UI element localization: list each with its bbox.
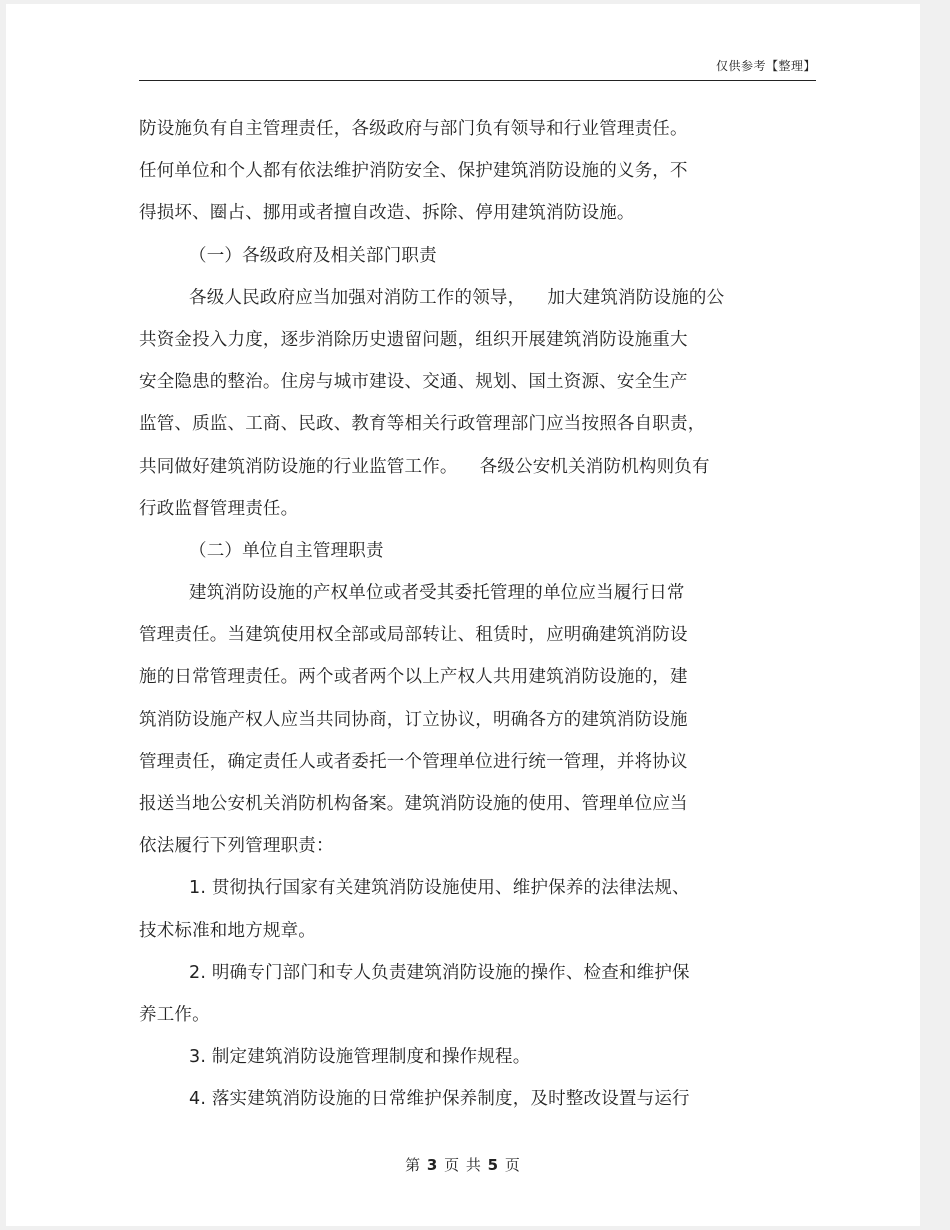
page-header	[139, 54, 816, 81]
text-line	[139, 277, 819, 319]
text-line: 施的日常管理责任。两个或者两个以上产权人共用建筑消防设施的，建	[139, 667, 688, 688]
text-segment: 各级公安机关消防机构则负有	[479, 456, 710, 477]
text-line: 依法履行下列管理职责：	[139, 836, 334, 857]
text-line: 技术标准和地方规章。	[139, 920, 316, 941]
list-item: 2. 明确专门部门和专人负责建筑消防设施的操作、检查和维护保	[189, 962, 690, 983]
text-line: 筑消防设施产权人应当共同协商，订立协议，明确各方的建筑消防设施	[139, 709, 688, 730]
text-line: 管理责任，确定责任人或者委托一个管理单位进行统一管理，并将协议	[139, 751, 688, 772]
text-line: 报送当地公安机关消防机构备案。建筑消防设施的使用、管理单位应当	[139, 794, 688, 814]
text-segment: 共同做好建筑消防设施的行业监管工作。	[139, 456, 458, 477]
document-body	[139, 108, 819, 1121]
total-page-number: 5	[487, 1156, 500, 1174]
text-line: 管理责任。当建筑使用权全部或局部转让、租赁时，应明确建筑消防设	[139, 625, 688, 646]
list-item: 4. 落实建筑消防设施的日常维护保养制度，及时整改设置与运行	[189, 1089, 690, 1110]
list-item: 1. 贯彻执行国家有关建筑消防设施使用、维护保养的法律法规、	[189, 878, 690, 899]
header-note: 仅供参考【整理】	[715, 59, 816, 73]
section-heading: （一）各级政府及相关部门职责	[189, 245, 437, 266]
page-label: 第	[405, 1156, 422, 1174]
text-line: 建筑消防设施的产权单位或者受其委托管理的单位应当履行日常	[189, 583, 685, 604]
text-segment: 各级人民政府应当加强对消防工作的领导，	[189, 287, 526, 308]
page-label: 页 共	[444, 1156, 482, 1174]
text-segment: 加大建筑消防设施的公	[547, 287, 725, 308]
page-footer	[6, 1154, 920, 1175]
text-line: 行政监督管理责任。	[139, 498, 299, 519]
text-line: 安全隐患的整治。住房与城市建设、交通、规划、国土资源、安全生产	[139, 372, 688, 393]
text-line: 共资金投入力度，逐步消除历史遗留问题，组织开展建筑消防设施重大	[139, 329, 688, 350]
text-line: 监管、质监、工商、民政、教育等相关行政管理部门应当按照各自职责，	[139, 414, 706, 435]
section-heading: （二）单位自主管理职责	[189, 540, 384, 561]
text-line: 养工作。	[139, 1004, 210, 1025]
current-page-number: 3	[426, 1156, 439, 1174]
text-line: 任何单位和个人都有依法维护消防安全、保护建筑消防设施的义务，不	[139, 161, 688, 182]
text-line	[139, 446, 819, 488]
text-line: 防设施负有自主管理责任，各级政府与部门负有领导和行业管理责任。	[139, 119, 688, 139]
page-label: 页	[504, 1156, 521, 1174]
list-item: 3. 制定建筑消防设施管理制度和操作规程。	[189, 1047, 531, 1068]
text-line: 得损坏、圈占、挪用或者擅自改造、拆除、停用建筑消防设施。	[139, 203, 635, 224]
document-page	[6, 4, 920, 1226]
